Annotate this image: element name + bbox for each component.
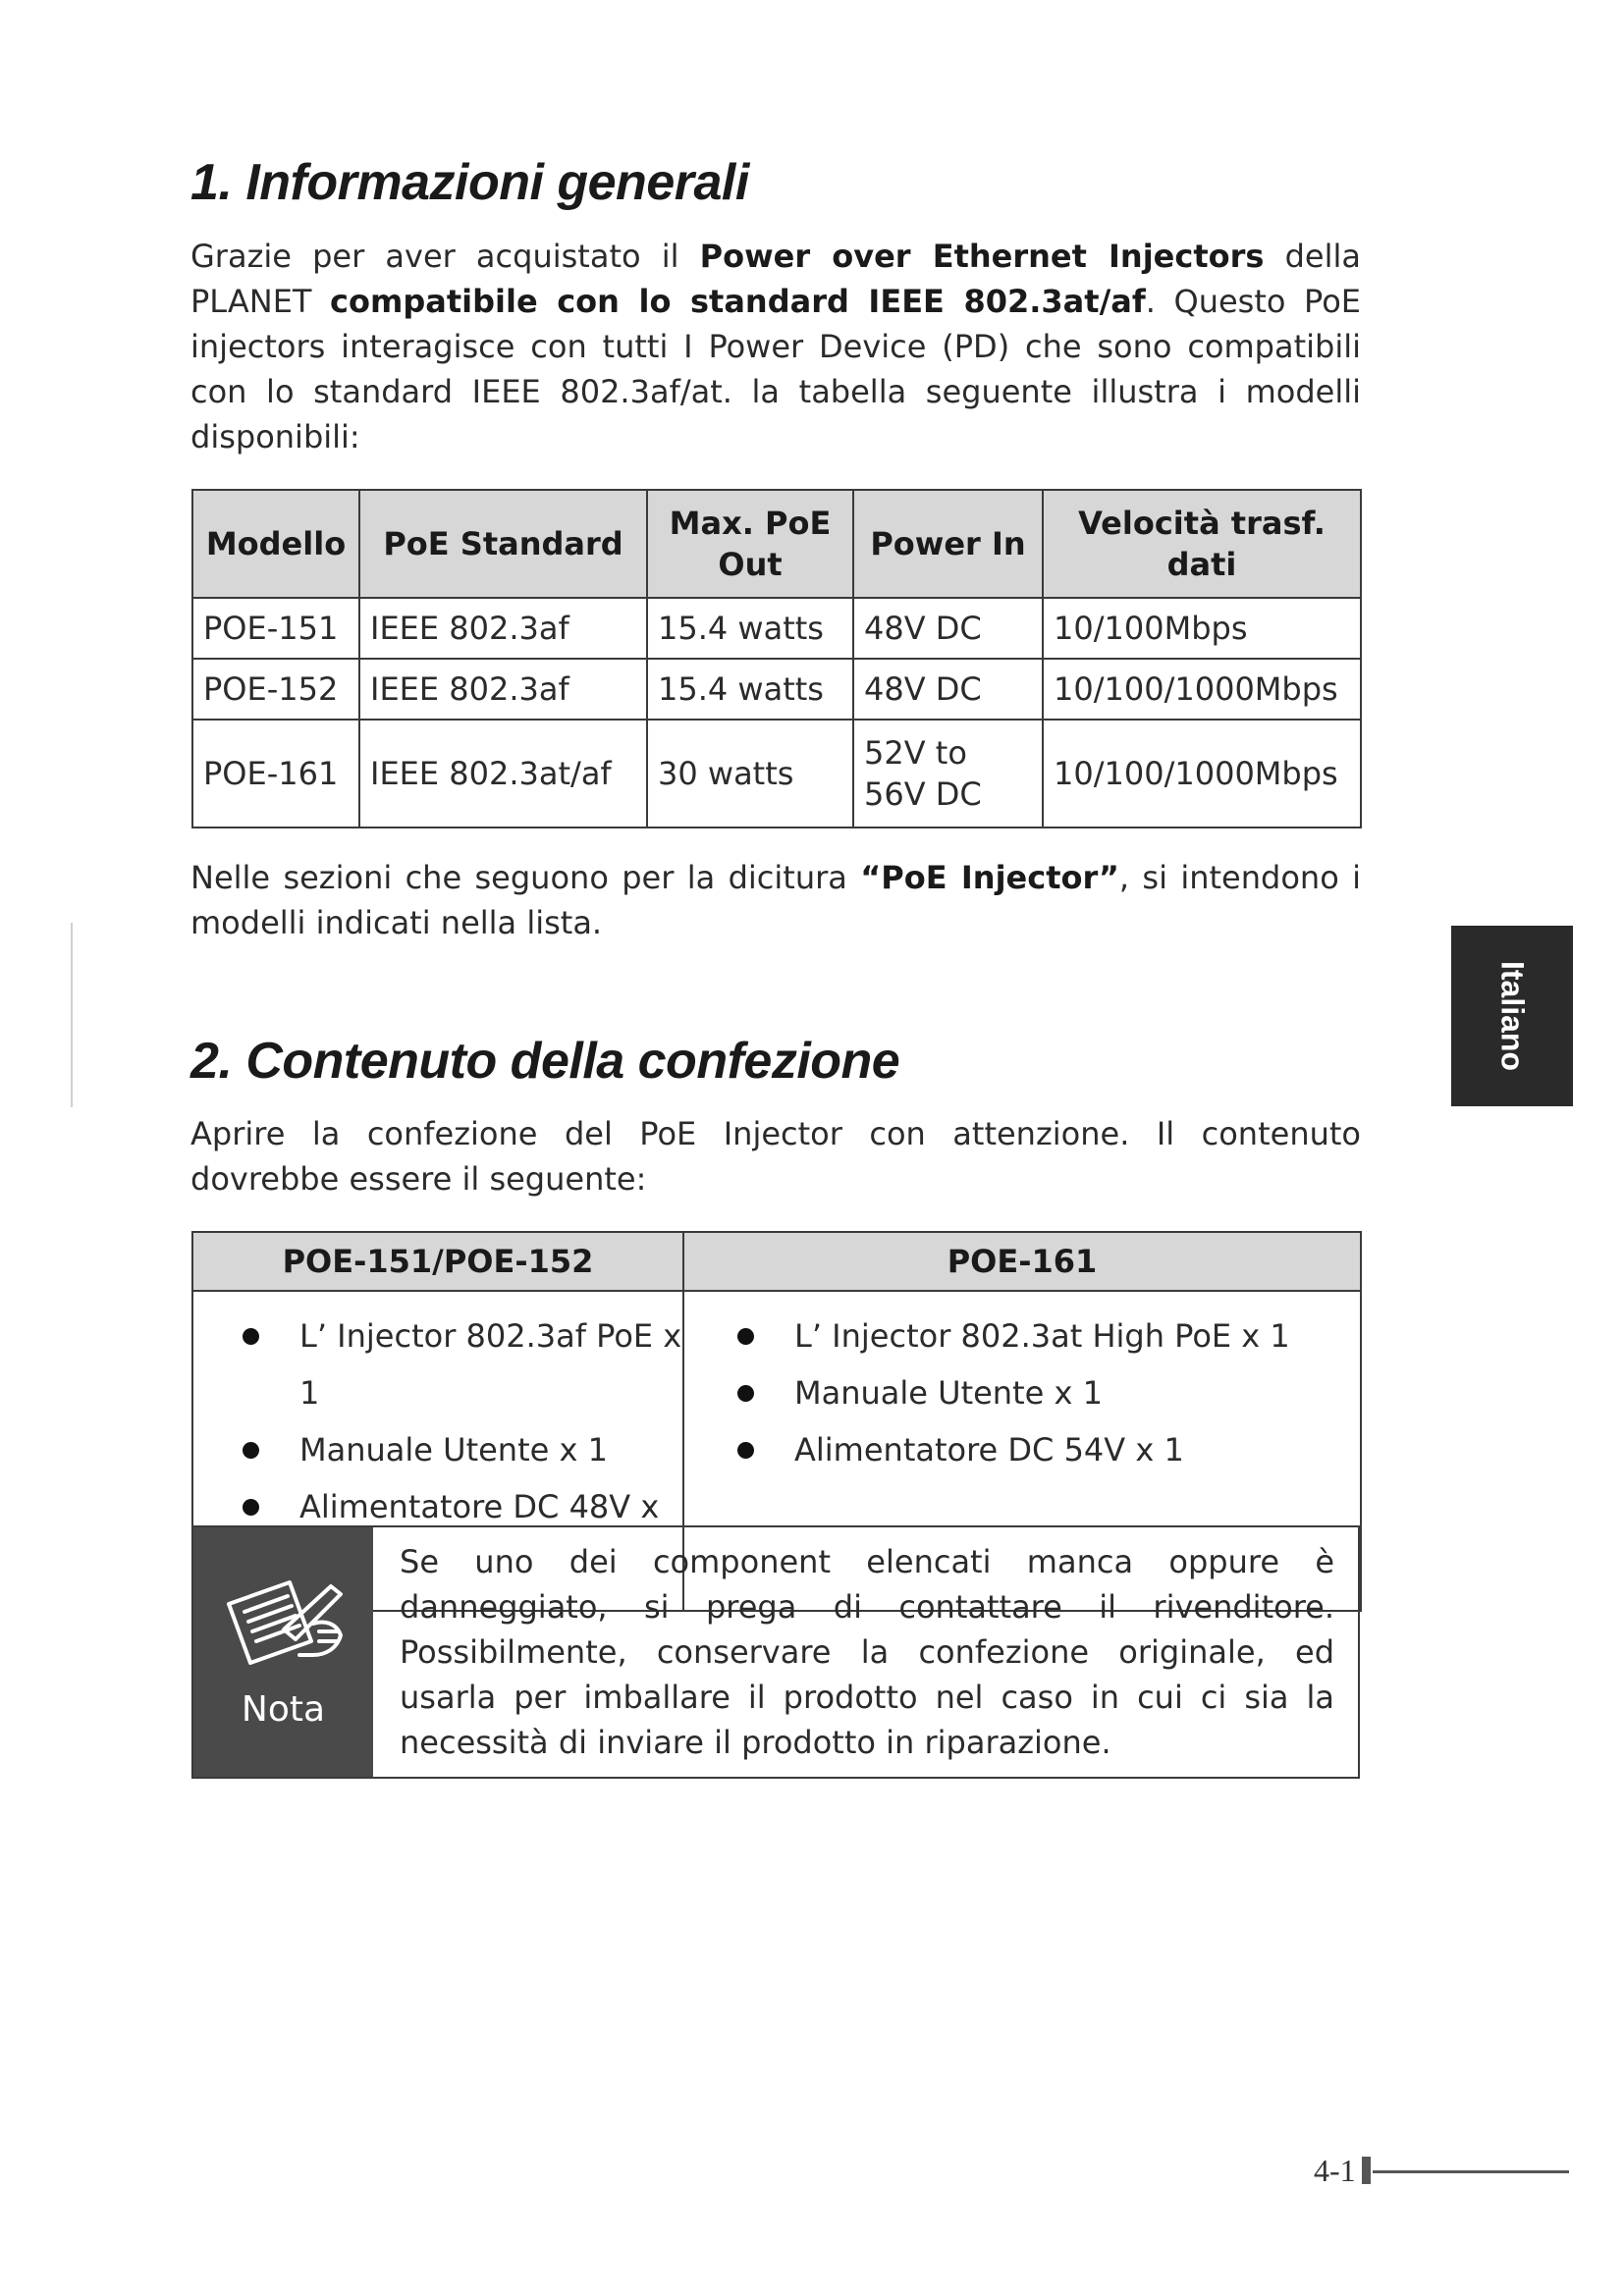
models-header-cell: Power In	[853, 490, 1043, 598]
list-item	[243, 1421, 682, 1478]
standard-cell: IEEE 802.3at/af	[359, 720, 647, 828]
list-item	[737, 1308, 1360, 1364]
max-out-cell: 30 watts	[647, 720, 853, 828]
left-margin-mark	[71, 923, 73, 1107]
power-in-cell: 52V to 56V DC	[853, 720, 1043, 828]
bold-text: “PoE Injector”	[860, 859, 1119, 896]
list-item-text: Manuale Utente x 1	[794, 1374, 1103, 1412]
list-item-text: L’ Injector 802.3at High PoE x 1	[794, 1317, 1290, 1355]
section-1-title: 1. Informazioni generali	[190, 154, 749, 211]
table-row	[192, 598, 1361, 659]
list-item-text: Manuale Utente x 1	[299, 1431, 608, 1468]
contents-list	[684, 1308, 1360, 1478]
models-header-cell: Modello	[192, 490, 359, 598]
bullet-icon	[243, 1499, 259, 1516]
note-box	[191, 1525, 1360, 1779]
bullet-icon	[243, 1328, 259, 1345]
list-item-text: L’ Injector 802.3af PoE x 1	[299, 1317, 682, 1412]
contents-header-poe161: POE-161	[683, 1232, 1361, 1291]
note-sidebar	[193, 1527, 373, 1777]
model-cell: POE-151	[192, 598, 359, 659]
page-number: 4-1	[1314, 2153, 1356, 2188]
section-1-intro	[190, 234, 1361, 459]
list-item	[243, 1308, 682, 1421]
page-marker-block	[1362, 2157, 1371, 2184]
bullet-icon	[737, 1442, 754, 1459]
list-item-text: Alimentatore DC 54V x 1	[794, 1431, 1184, 1468]
language-tab-label: Italiano	[1494, 960, 1531, 1072]
list-item-text: Alimentatore DC 48V x	[299, 1488, 660, 1525]
text-run: della PLANET	[190, 238, 1362, 320]
text-run: Grazie per aver acquistato il	[190, 238, 700, 275]
model-cell: POE-161	[192, 720, 359, 828]
power-in-cell: 48V DC	[853, 659, 1043, 720]
bold-text: Power over Ethernet Injectors	[699, 238, 1265, 275]
list-item	[737, 1421, 1360, 1478]
models-header-cell: PoE Standard	[359, 490, 647, 598]
models-table-header-row	[192, 490, 1361, 598]
text-run: , si intendono i modelli indicati nella lista.	[190, 859, 1362, 941]
table-row	[192, 659, 1361, 720]
bullet-icon	[737, 1385, 754, 1402]
standard-cell: IEEE 802.3af	[359, 659, 647, 720]
contents-header-poe151-152: POE-151/POE-152	[192, 1232, 683, 1291]
speed-cell: 10/100/1000Mbps	[1043, 720, 1361, 828]
list-item	[737, 1364, 1360, 1421]
page-marker-line	[1373, 2170, 1569, 2173]
speed-cell: 10/100Mbps	[1043, 598, 1361, 659]
models-table	[191, 489, 1362, 828]
bullet-icon	[243, 1442, 259, 1459]
power-in-cell: 48V DC	[853, 598, 1043, 659]
text-run: . Questo PoE injectors interagisce con tutti I Power Device (PD) che sono compatibili con lo standard IEEE 802.3af/at. la tabella seguente illustra i modelli disponibili:	[190, 283, 1361, 455]
note-writing-icon	[215, 1565, 352, 1673]
bold-text: compatibile con lo standard IEEE 802.3at/af	[330, 283, 1146, 320]
models-header-cell: Max. PoE Out	[647, 490, 853, 598]
section-2-intro: Aprire la confezione del PoE Injector con attenzione. Il contenuto dovrebbe essere il seguente:	[190, 1115, 1361, 1198]
speed-cell: 10/100/1000Mbps	[1043, 659, 1361, 720]
max-out-cell: 15.4 watts	[647, 598, 853, 659]
table-row	[192, 720, 1361, 828]
note-label: Nota	[241, 1689, 326, 1730]
model-cell: POE-152	[192, 659, 359, 720]
bullet-icon	[737, 1328, 754, 1345]
section-1-followup	[190, 855, 1361, 945]
standard-cell: IEEE 802.3af	[359, 598, 647, 659]
section-2-title: 2. Contenuto della confezione	[190, 1033, 900, 1090]
max-out-cell: 15.4 watts	[647, 659, 853, 720]
note-text: Se uno dei component elencati manca oppure è danneggiato, si prega di contattare il rivenditore. Possibilmente, conservare la confezione originale, ed usarla per imballare il prodotto nel caso in cui ci sia la necessità di inviare il prodotto in riparazione.	[400, 1543, 1334, 1761]
models-header-cell: Velocità trasf. dati	[1043, 490, 1361, 598]
text-run: Nelle sezioni che seguono per la dicitura	[190, 859, 861, 896]
language-tab	[1451, 926, 1573, 1106]
